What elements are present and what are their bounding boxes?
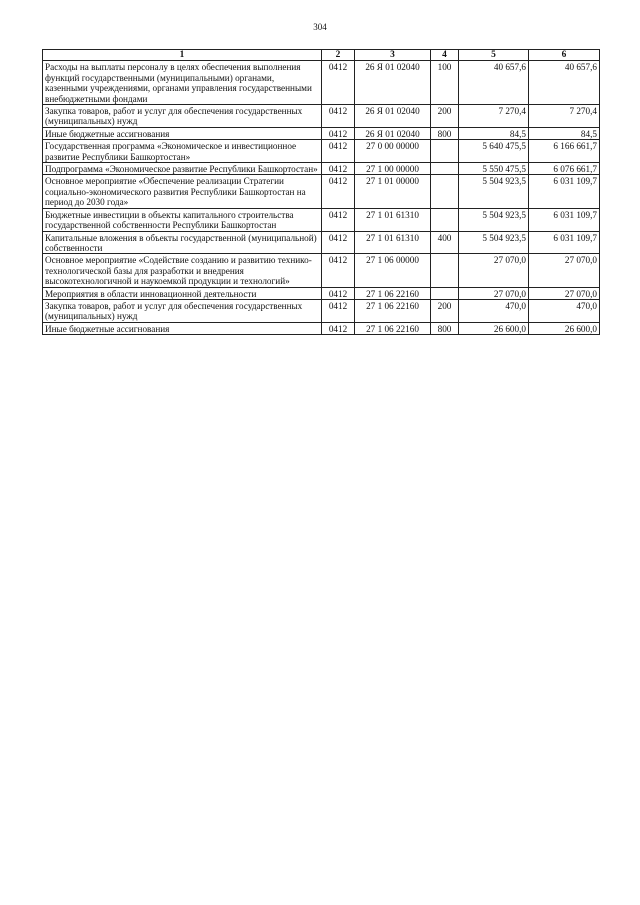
cell-code: 27 1 00 00000 (355, 163, 431, 175)
table-row (43, 61, 600, 105)
cell-code: 27 1 01 61310 (355, 231, 431, 254)
cell-amount-b: 26 600,0 (529, 322, 600, 334)
cell-code: 27 1 06 22160 (355, 299, 431, 322)
cell-section: 0412 (322, 231, 355, 254)
cell-expense-type (431, 163, 459, 175)
cell-name: Закупка товаров, работ и услуг для обеспечения государственных (муниципальных) нужд (43, 105, 322, 128)
cell-amount-b: 6 031 109,7 (529, 208, 600, 231)
cell-section: 0412 (322, 105, 355, 128)
cell-amount-a: 5 640 475,5 (459, 140, 529, 163)
cell-name: Расходы на выплаты персоналу в целях обеспечения выполнения функций государственными (муниципальными) органами, казенными учреждениями, органами управления государственными внебюджетными фондами (43, 61, 322, 105)
cell-amount-a: 5 504 923,5 (459, 175, 529, 208)
cell-expense-type: 100 (431, 61, 459, 105)
cell-amount-a: 27 070,0 (459, 254, 529, 287)
cell-expense-type: 200 (431, 299, 459, 322)
cell-amount-a: 5 504 923,5 (459, 208, 529, 231)
cell-expense-type (431, 140, 459, 163)
cell-name: Закупка товаров, работ и услуг для обеспечения государственных (муниципальных) нужд (43, 299, 322, 322)
cell-amount-b: 470,0 (529, 299, 600, 322)
table-header (43, 50, 600, 61)
cell-expense-type (431, 208, 459, 231)
cell-amount-a: 470,0 (459, 299, 529, 322)
cell-section: 0412 (322, 127, 355, 139)
cell-expense-type (431, 287, 459, 299)
cell-section: 0412 (322, 140, 355, 163)
table-row (43, 299, 600, 322)
cell-expense-type (431, 254, 459, 287)
cell-name: Мероприятия в области инновационной деятельности (43, 287, 322, 299)
cell-name: Бюджетные инвестиции в объекты капитального строительства государственной собственности Республики Башкортостан (43, 208, 322, 231)
table-row (43, 163, 600, 175)
table-row (43, 127, 600, 139)
header-row (43, 50, 600, 61)
table-row (43, 208, 600, 231)
cell-section: 0412 (322, 287, 355, 299)
header-col-1: 1 (43, 50, 322, 61)
cell-amount-b: 7 270,4 (529, 105, 600, 128)
cell-section: 0412 (322, 175, 355, 208)
budget-table (42, 49, 600, 335)
cell-section: 0412 (322, 61, 355, 105)
cell-name: Капитальные вложения в объекты государственной (муниципальной) собственности (43, 231, 322, 254)
cell-name: Иные бюджетные ассигнования (43, 322, 322, 334)
cell-expense-type: 800 (431, 322, 459, 334)
cell-amount-a: 27 070,0 (459, 287, 529, 299)
cell-expense-type: 800 (431, 127, 459, 139)
cell-section: 0412 (322, 254, 355, 287)
cell-expense-type: 400 (431, 231, 459, 254)
cell-name: Основное мероприятие «Содействие созданию и развитию технико-технологической базы для разработки и внедрения высокотехнологичной и наукоемкой продукции и технологий» (43, 254, 322, 287)
table-row (43, 254, 600, 287)
cell-amount-a: 7 270,4 (459, 105, 529, 128)
header-col-6: 6 (529, 50, 600, 61)
table-row (43, 140, 600, 163)
cell-amount-b: 27 070,0 (529, 254, 600, 287)
cell-code: 27 1 06 22160 (355, 287, 431, 299)
cell-code: 27 1 06 00000 (355, 254, 431, 287)
table-row (43, 231, 600, 254)
cell-expense-type (431, 175, 459, 208)
cell-amount-b: 6 031 109,7 (529, 175, 600, 208)
cell-amount-a: 40 657,6 (459, 61, 529, 105)
header-col-2: 2 (322, 50, 355, 61)
cell-section: 0412 (322, 299, 355, 322)
table-row (43, 105, 600, 128)
cell-name: Иные бюджетные ассигнования (43, 127, 322, 139)
cell-amount-a: 5 550 475,5 (459, 163, 529, 175)
table-row (43, 287, 600, 299)
cell-expense-type: 200 (431, 105, 459, 128)
table-body (43, 61, 600, 335)
header-col-4: 4 (431, 50, 459, 61)
cell-name: Государственная программа «Экономическое и инвестиционное развитие Республики Башкортостан» (43, 140, 322, 163)
cell-amount-a: 5 504 923,5 (459, 231, 529, 254)
header-col-5: 5 (459, 50, 529, 61)
cell-amount-b: 6 166 661,7 (529, 140, 600, 163)
cell-amount-b: 40 657,6 (529, 61, 600, 105)
cell-code: 27 1 06 22160 (355, 322, 431, 334)
cell-code: 27 0 00 00000 (355, 140, 431, 163)
cell-amount-a: 84,5 (459, 127, 529, 139)
cell-code: 26 Я 01 02040 (355, 127, 431, 139)
table-row (43, 175, 600, 208)
cell-amount-a: 26 600,0 (459, 322, 529, 334)
cell-amount-b: 6 076 661,7 (529, 163, 600, 175)
cell-code: 27 1 01 00000 (355, 175, 431, 208)
cell-code: 27 1 01 61310 (355, 208, 431, 231)
page-number: 304 (313, 22, 327, 32)
cell-amount-b: 84,5 (529, 127, 600, 139)
cell-amount-b: 27 070,0 (529, 287, 600, 299)
cell-section: 0412 (322, 322, 355, 334)
table-row (43, 322, 600, 334)
cell-code: 26 Я 01 02040 (355, 61, 431, 105)
header-col-3: 3 (355, 50, 431, 61)
cell-amount-b: 6 031 109,7 (529, 231, 600, 254)
cell-section: 0412 (322, 208, 355, 231)
cell-section: 0412 (322, 163, 355, 175)
cell-name: Подпрограмма «Экономическое развитие Республики Башкортостан» (43, 163, 322, 175)
cell-code: 26 Я 01 02040 (355, 105, 431, 128)
cell-name: Основное мероприятие «Обеспечение реализации Стратегии социально-экономического развития Республики Башкортостан на период до 2030 года» (43, 175, 322, 208)
